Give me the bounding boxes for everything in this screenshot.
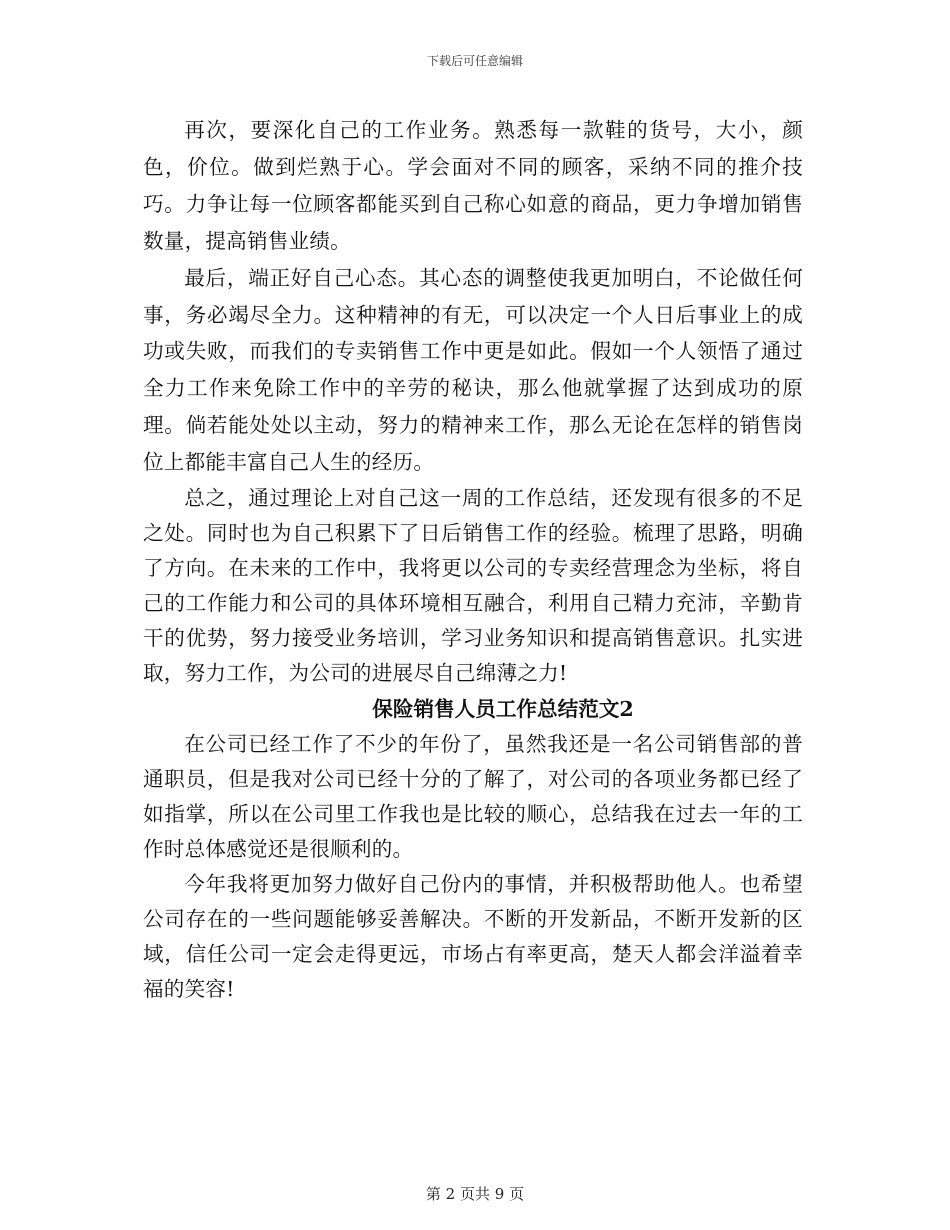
document-body: [143, 112, 803, 1007]
paragraph-deepen-business: 再次，要深化自己的工作业务。熟悉每一款鞋的货号，大小，颜色，价位。做到烂熟于心。学会面对不同的顾客，采纳不同的推介技巧。力争让每一位顾客都能买到自己称心如意的商品，更力争增加销售数量，提高销售业绩。: [143, 118, 803, 253]
page-header: 下载后可任意编辑: [426, 54, 523, 68]
paragraph-company-years: 在公司已经工作了不少的年份了，虽然我还是一名公司销售部的普通职员，但是我对公司已经十分的了解了，对公司的各项业务都已经了如指掌，所以在公司里工作我也是比较的顺心，总结我在过去一年的工作时总体感觉还是很顺利的。: [143, 732, 803, 862]
paragraph-attitude: 最后，端正好自己心态。其心态的调整使我更加明白，不论做任何事，务必竭尽全力。这种精神的有无，可以决定一个人日后事业上的成功或失败，而我们的专卖销售工作中更是如此。假如一个人领悟了通过全力工作来免除工作中的辛劳的秘诀，那么他就掌握了达到成功的原理。倘若能处处以主动，努力的精神来工作，那么无论在怎样的销售岗位上都能丰富自己人生的经历。: [143, 265, 803, 475]
page-footer: 第 2 页共 9 页: [425, 1185, 525, 1203]
paragraph-summary: 总之，通过理论上对自己这一周的工作总结，还发现有很多的不足之处。同时也为自己积累下了日后销售工作的经验。梳理了思路，明确了方向。在未来的工作中，我将更以公司的专卖经营理念为坐标，将自己的工作能力和公司的具体环境相互融合，利用自己精力充沛，辛勤肯干的优势，努力接受业务培训，学习业务知识和提高销售意识。扎实进取，努力工作，为公司的进展尽自己绵薄之力!: [143, 486, 803, 686]
paragraph-this-year: 今年我将更加努力做好自己份内的事情，并积极帮助他人。也希望公司存在的一些问题能够妥善解决。不断的开发新品，不断开发新的区域，信任公司一定会走得更远，市场占有率更高，楚天人都会洋溢着幸福的笑容!: [143, 872, 803, 1002]
section-title: 保险销售人员工作总结范文2: [372, 697, 634, 722]
